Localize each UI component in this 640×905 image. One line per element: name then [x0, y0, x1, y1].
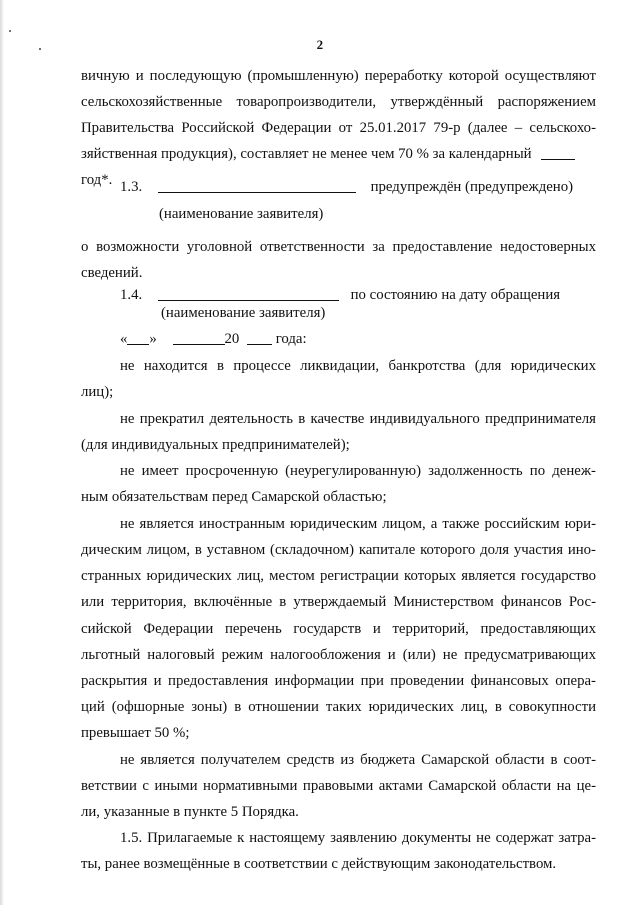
condition-line: ветствии с иными нормативными правовыми актами Самарской области на це-	[81, 778, 596, 794]
condition-line: (для индивидуальных предпринимателей);	[81, 437, 350, 453]
condition-line: не имеет просроченную (неурегулированную) задолженность по денеж-	[120, 463, 596, 479]
year-prefix: 20	[224, 331, 240, 347]
item-text: предупреждён (предупреждено)	[370, 179, 574, 195]
date-row	[120, 330, 307, 348]
condition-line: или территория, включённые в утверждаемый Министерством финансов Рос-	[81, 594, 596, 610]
text-line: сельскохозяйственные товаропроизводители, утверждённый распоряжением	[81, 94, 596, 110]
scan-speck	[9, 30, 11, 32]
text-fragment: зяйственная продукция), составляет не менее чем 70 % за календарный	[81, 146, 532, 162]
item-1-3-row	[120, 178, 573, 196]
year-suffix-field[interactable]	[247, 330, 272, 345]
condition-line: ным обязательствам перед Самарской областью;	[81, 489, 387, 505]
condition-line: раскрытия и предоставления информации при проведении финансовых опера-	[81, 673, 596, 689]
text-line: сведений.	[81, 265, 143, 281]
year-blank-field[interactable]	[541, 145, 575, 160]
item-number: 1.3.	[120, 179, 143, 195]
item-1-5-line: 1.5. Прилагаемые к настоящему заявлению документы не содержат затра-	[120, 830, 596, 846]
condition-line: сийской Федерации перечень государств и территорий, предоставляющих	[81, 621, 596, 637]
item-1-4-row	[120, 286, 560, 304]
condition-line: не находится в процессе ликвидации, банкротства (для юридических	[120, 358, 596, 374]
condition-line: странных юридических лиц, местом регистрации которых является государство	[81, 568, 596, 584]
quote-close: »	[149, 331, 157, 347]
item-number: 1.4.	[120, 287, 143, 303]
condition-line: не прекратил деятельность в качестве индивидуального предпринимателя	[120, 411, 596, 427]
text-line: год*.	[81, 172, 113, 188]
condition-line: дическим лицом, в уставном (складочном) капитале которого доля участия ино-	[81, 542, 596, 558]
condition-line: льготный налоговый режим налогообложения и (или) не предусматривающих	[81, 647, 596, 663]
text-line: Правительства Российской Федерации от 25.01.2017 79-р (далее – сельскохо-	[81, 120, 596, 136]
condition-line: лиц);	[81, 384, 114, 400]
text-line-with-blank	[81, 145, 575, 163]
applicant-name-field[interactable]	[158, 286, 339, 301]
item-text: по состоянию на дату обращения	[350, 287, 561, 303]
month-field[interactable]	[173, 330, 225, 345]
text-line: о возможности уголовной ответственности за предоставление недостоверных	[81, 239, 596, 255]
condition-line: не является иностранным юридическим лицом, а также российским юри-	[120, 516, 596, 532]
applicant-name-field[interactable]	[158, 178, 356, 193]
page-number: 2	[316, 37, 324, 52]
text-line: вичную и последующую (промышленную) переработку которой осуществляют	[81, 68, 596, 84]
condition-line: не является получателем средств из бюджета Самарской области в соот-	[120, 752, 596, 768]
item-1-5-line: ты, ранее возмещённые в соответствии с действующим законодательством.	[81, 856, 557, 872]
field-caption: (наименование заявителя)	[159, 206, 324, 222]
condition-line: превышает 50 %;	[81, 725, 190, 741]
condition-line: ли, указанные в пункте 5 Порядка.	[81, 804, 299, 820]
scan-edge-shadow	[0, 0, 4, 905]
condition-line: ций (офшорные зоны) в отношении таких юридических лиц, в совокупности	[81, 699, 596, 715]
quote-open: «	[120, 331, 128, 347]
field-caption: (наименование заявителя)	[161, 305, 326, 321]
date-suffix: года:	[275, 331, 307, 347]
day-field[interactable]	[127, 330, 149, 345]
